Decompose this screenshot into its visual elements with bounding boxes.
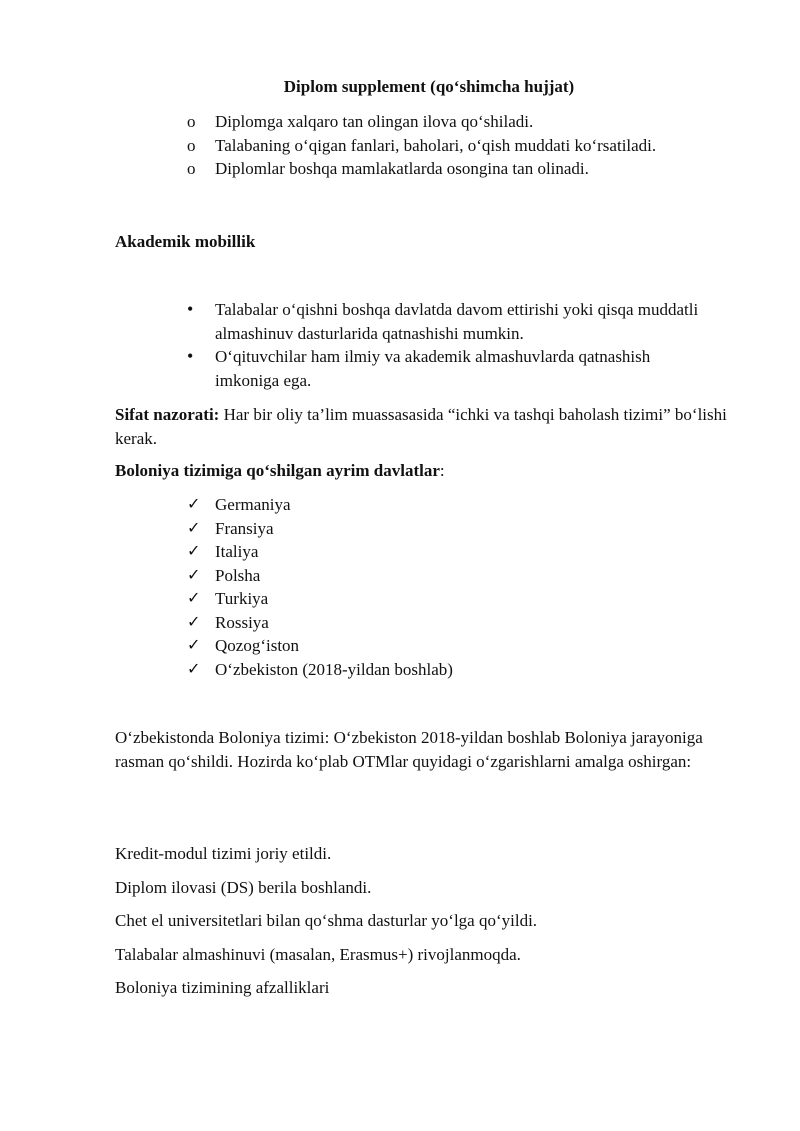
list-item bbox=[187, 110, 747, 134]
list-item bbox=[187, 540, 687, 564]
list-item bbox=[187, 587, 687, 611]
list-item bbox=[187, 134, 747, 158]
change-item: Kredit-modul tizimi joriy etildi. bbox=[115, 844, 332, 863]
change-item: Boloniya tizimining afzalliklari bbox=[115, 978, 330, 997]
checkmark-icon: ✓ bbox=[187, 590, 201, 607]
list-item bbox=[187, 564, 687, 588]
supplement-list bbox=[187, 110, 747, 181]
section-heading-countries bbox=[115, 460, 445, 482]
country-name: Qozog‘iston bbox=[215, 636, 300, 655]
checkmark-icon: ✓ bbox=[187, 613, 201, 631]
quality-control-text: Har bir oliy ta’lim muassasasida “ichki va tashqi baholash tizimi” bo‘lishi kerak. bbox=[115, 405, 727, 448]
quality-control-paragraph bbox=[115, 403, 735, 450]
change-item: Talabalar almashinuvi (masalan, Erasmus+) rivojlanmoqda. bbox=[115, 945, 521, 964]
change-item: Chet el universitetlari bilan qo‘shma dasturlar yo‘lga qo‘yildi. bbox=[115, 911, 538, 930]
country-name: Fransiya bbox=[215, 518, 274, 538]
checkmark-icon: ✓ bbox=[187, 566, 201, 584]
country-name: Germaniya bbox=[215, 495, 291, 514]
list-item bbox=[187, 611, 687, 635]
circle-bullet-icon: o bbox=[187, 135, 196, 155]
checkmark-icon: ✓ bbox=[187, 519, 201, 537]
country-name: Italiya bbox=[215, 542, 259, 561]
list-item-text: Diplomlar boshqa mamlakatlarda osongina tan olinadi. bbox=[215, 159, 589, 178]
country-name: O‘zbekiston (2018-yildan boshlab) bbox=[215, 659, 453, 679]
checkmark-icon: ✓ bbox=[187, 496, 201, 513]
checkmark-icon: ✓ bbox=[187, 543, 201, 560]
dot-bullet-icon: • bbox=[187, 299, 194, 319]
mobility-list bbox=[187, 298, 707, 392]
list-item-text: Diplomga xalqaro tan olingan ilova qo‘shiladi. bbox=[215, 112, 534, 131]
circle-bullet-icon: o bbox=[187, 112, 196, 131]
list-item bbox=[187, 345, 707, 392]
country-name: Polsha bbox=[215, 565, 261, 585]
list-item bbox=[187, 634, 687, 658]
list-item bbox=[187, 658, 687, 682]
countries-heading-colon: : bbox=[439, 461, 445, 480]
countries-heading-text: Boloniya tizimiga qo‘shilgan ayrim davlatlar bbox=[115, 461, 440, 480]
section-title-diploma-supplement: Diplom supplement (qo‘shimcha hujjat) bbox=[283, 77, 575, 96]
change-item: Diplom ilovasi (DS) berila boshlandi. bbox=[115, 878, 372, 897]
checkmark-icon: ✓ bbox=[187, 637, 201, 654]
list-item-text: Talabaning o‘qigan fanlari, baholari, o‘qish muddati ko‘rsatiladi. bbox=[215, 135, 657, 155]
list-item bbox=[187, 517, 687, 541]
dot-bullet-icon: • bbox=[187, 346, 194, 366]
list-item bbox=[187, 157, 747, 181]
list-item-text: Talabalar o‘qishni boshqa davlatda davom ettirishi yoki qisqa muddatli almashinuv dasturlarida qatnashishi mumkin. bbox=[215, 300, 699, 343]
country-name: Rossiya bbox=[215, 612, 269, 632]
circle-bullet-icon: o bbox=[187, 159, 196, 178]
checkmark-icon: ✓ bbox=[187, 660, 201, 678]
quality-control-label: Sifat nazorati: bbox=[115, 405, 220, 424]
list-item bbox=[187, 298, 707, 345]
section-heading-mobility: Akademik mobillik bbox=[115, 232, 256, 251]
list-item-text: O‘qituvchilar ham ilmiy va akademik almashuvlarda qatnashish imkoniga ega. bbox=[215, 347, 651, 390]
countries-list bbox=[187, 493, 687, 681]
list-item bbox=[187, 493, 687, 517]
country-name: Turkiya bbox=[215, 589, 269, 608]
uzbekistan-bologna-paragraph: O‘zbekistonda Boloniya tizimi: O‘zbekiston 2018-yildan boshlab Boloniya jarayoniga rasman qo‘shildi. Hozirda ko‘plab OTMlar quyidagi o‘zgarishlarni amalga oshirgan: bbox=[115, 728, 703, 771]
